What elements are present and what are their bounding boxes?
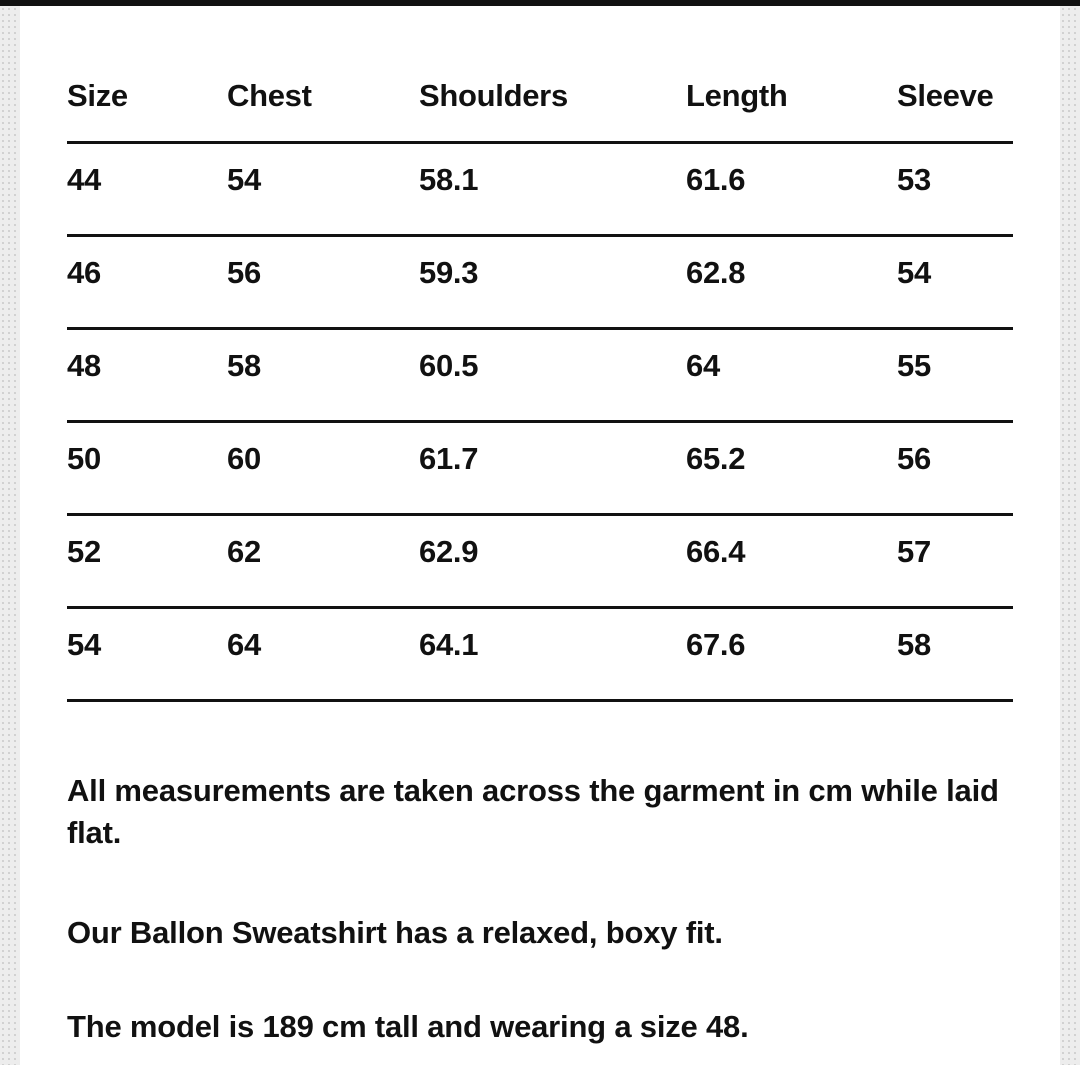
cell-length: 65.2 [686, 441, 746, 476]
cell-shoulders: 58.1 [419, 162, 479, 197]
table-row [67, 144, 1013, 237]
table-header-row [67, 64, 1013, 144]
cell-length: 61.6 [686, 162, 746, 197]
cell-shoulders: 59.3 [419, 255, 479, 290]
cell-length: 62.8 [686, 255, 746, 290]
cell-sleeve: 57 [897, 534, 931, 569]
model-note: The model is 189 cm tall and wearing a size 48. [67, 1009, 749, 1044]
cell-chest: 54 [227, 162, 261, 197]
right-margin [1060, 6, 1080, 1065]
table-row [67, 423, 1013, 516]
cell-shoulders: 64.1 [419, 627, 479, 662]
table-row [67, 516, 1013, 609]
cell-sleeve: 53 [897, 162, 931, 197]
cell-sleeve: 56 [897, 441, 931, 476]
cell-sleeve: 54 [897, 255, 931, 290]
cell-sleeve: 55 [897, 348, 931, 383]
table-row [67, 609, 1013, 702]
cell-sleeve: 58 [897, 627, 931, 662]
cell-chest: 64 [227, 627, 261, 662]
header-sleeve: Sleeve [897, 78, 994, 113]
table-row [67, 330, 1013, 423]
cell-chest: 56 [227, 255, 261, 290]
header-chest: Chest [227, 78, 312, 113]
left-margin [0, 6, 20, 1065]
fit-note: Our Ballon Sweatshirt has a relaxed, boxy fit. [67, 915, 723, 950]
cell-chest: 62 [227, 534, 261, 569]
cell-length: 64 [686, 348, 720, 383]
cell-size: 44 [67, 162, 101, 197]
header-shoulders: Shoulders [419, 78, 568, 113]
cell-length: 66.4 [686, 534, 746, 569]
cell-size: 52 [67, 534, 101, 569]
cell-shoulders: 60.5 [419, 348, 479, 383]
cell-size: 48 [67, 348, 101, 383]
header-size: Size [67, 78, 128, 113]
cell-shoulders: 61.7 [419, 441, 479, 476]
cell-chest: 60 [227, 441, 261, 476]
cell-length: 67.6 [686, 627, 746, 662]
cell-size: 50 [67, 441, 101, 476]
cell-shoulders: 62.9 [419, 534, 479, 569]
table-row [67, 237, 1013, 330]
header-length: Length [686, 78, 788, 113]
size-guide-sheet [20, 6, 1060, 1065]
size-table [67, 64, 1013, 702]
measurement-note: All measurements are taken across the garment in cm while laid flat. [67, 773, 999, 850]
cell-size: 46 [67, 255, 101, 290]
cell-chest: 58 [227, 348, 261, 383]
cell-size: 54 [67, 627, 101, 662]
